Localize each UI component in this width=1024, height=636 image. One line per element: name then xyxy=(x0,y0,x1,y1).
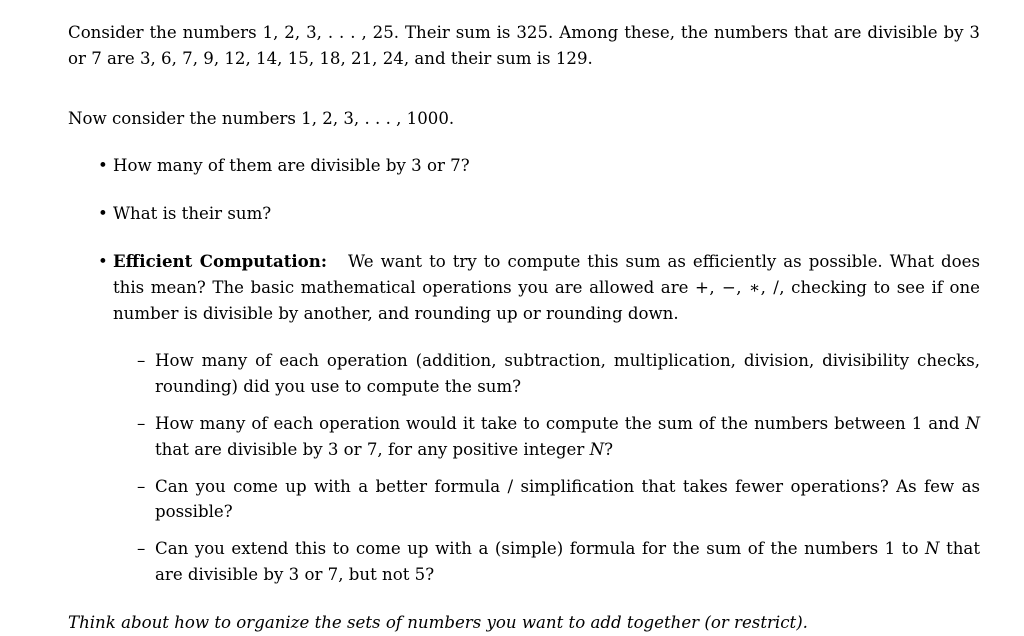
list-item-text-after-operations: , checking to see if one number is divisible by another, and rounding up or rounding down. xyxy=(113,277,980,323)
sub-list-item-text-part2: that are divisible by 3 or 7, but not 5? xyxy=(155,539,980,584)
intro-paragraph-text: Consider the numbers 1, 2, 3, . . . , 25. Their sum is 325. Among these, the numbers that are divisible by 3 or 7 are 3, 6, 7, 9, 12, 14, 15, 18, 21, 24, and their sum is 129. xyxy=(68,23,980,68)
list-item xyxy=(68,201,980,227)
closing-note xyxy=(68,610,980,636)
bullet-icon: • xyxy=(98,156,108,176)
sub-list-item-text-part1: Can you extend this to come up with a (simple) formula for the sum of the numbers 1 to xyxy=(155,539,925,559)
dash-icon: – xyxy=(137,351,146,371)
sub-list-item-spacer xyxy=(111,463,980,474)
list-item-label: What is their sum? xyxy=(113,204,272,224)
intro-paragraph xyxy=(68,20,980,72)
sub-list-item-spacer xyxy=(111,400,980,411)
sub-list-item xyxy=(111,474,980,526)
closing-spacer xyxy=(68,588,980,610)
sub-question-list xyxy=(111,348,980,587)
sub-list-item xyxy=(111,536,980,588)
closing-note-text: Think about how to organize the sets of numbers you want to add together (or restrict). xyxy=(68,612,808,632)
sub-list-item-label: Can you come up with a better formula / simplification that takes fewer operations? As few as possible? xyxy=(155,476,980,522)
dash-icon: – xyxy=(137,413,146,433)
bullet-icon: • xyxy=(98,204,108,224)
list-top-spacer xyxy=(68,131,980,153)
second-paragraph xyxy=(68,106,980,132)
allowed-operations: +, −, ∗, / xyxy=(695,277,780,297)
sublist-top-spacer xyxy=(68,326,980,348)
bullet-icon: • xyxy=(98,251,108,271)
list-item-label: How many of them are divisible by 3 or 7? xyxy=(113,156,470,176)
list-item xyxy=(68,153,980,179)
list-item-spacer xyxy=(68,179,980,201)
list-item-spacer xyxy=(68,227,980,249)
list-item-efficient-computation xyxy=(68,249,980,326)
question-list xyxy=(68,153,980,326)
list-item-heading: Efficient Computation: xyxy=(113,250,327,271)
dash-icon: – xyxy=(137,539,146,559)
math-variable-n: N xyxy=(589,439,605,459)
math-variable-n: N xyxy=(925,539,940,559)
sub-list-item-text-part1: How many of each operation would it take to compute the sum of the numbers between 1 and xyxy=(155,413,966,433)
dash-icon: – xyxy=(137,476,146,496)
sub-list-item-text-part3: ? xyxy=(604,439,613,459)
paragraph-spacer xyxy=(68,72,980,106)
sub-list-item xyxy=(111,348,980,400)
sub-list-item xyxy=(111,411,980,463)
sub-list-item-label: How many of each operation (addition, subtraction, multiplication, division, divisibility checks, rounding) did you use to compute the sum? xyxy=(155,351,980,397)
sub-list-item-spacer xyxy=(111,525,980,536)
sub-question-wrapper xyxy=(68,348,980,587)
list-item-text-before-operations: We want to try to compute this sum as efficiently as possible. What does this mean? The basic mathematical operations you are allowed are xyxy=(113,251,981,297)
second-paragraph-text: Now consider the numbers 1, 2, 3, . . . , 1000. xyxy=(68,108,455,128)
math-variable-n: N xyxy=(965,413,980,433)
sub-list-item-text-part2: that are divisible by 3 or 7, for any positive integer xyxy=(155,439,590,459)
